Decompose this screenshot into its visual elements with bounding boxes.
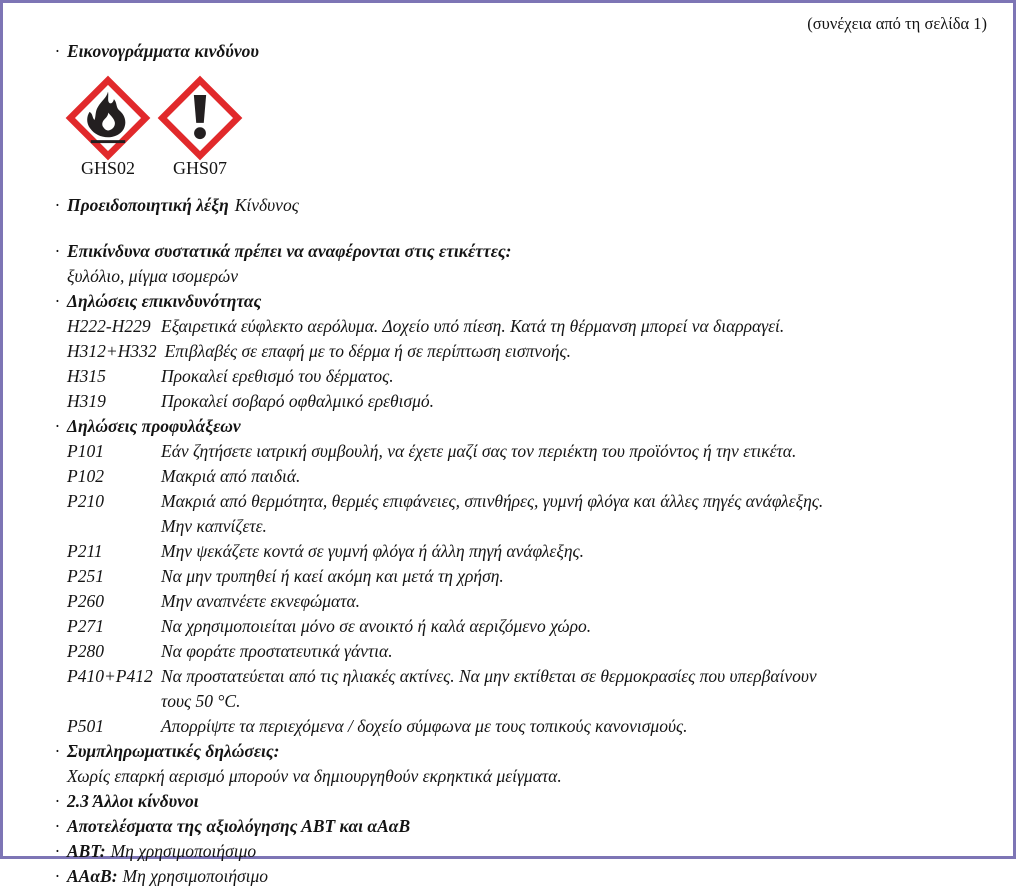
pictogram-ghs02 xyxy=(67,77,149,179)
precautionary-statement-row xyxy=(67,439,987,464)
vpvb-label: ΑΑαΒ: xyxy=(67,866,118,886)
precautionary-statements-heading: · Δηλώσεις προφυλάξεων xyxy=(67,414,987,439)
precautionary-statement-row xyxy=(67,564,987,589)
statement-code: P102 xyxy=(67,466,104,486)
statement-code: H222-H229 xyxy=(67,316,151,336)
statement-code: P501 xyxy=(67,716,104,736)
statement-code: H315 xyxy=(67,366,106,386)
pictogram-code: GHS02 xyxy=(80,158,135,178)
precautionary-statement-row xyxy=(67,489,987,539)
statement-text: Εάν ζητήσετε ιατρική συμβουλή, να έχετε μαζί σας τον περιέκτη του προϊόντος ή την ετικέτα. xyxy=(161,441,797,461)
statement-text: Να φοράτε προστατευτικά γάντια. xyxy=(161,641,393,661)
signal-word-line xyxy=(67,193,987,218)
hazard-statement-row xyxy=(67,339,987,364)
flame-icon xyxy=(67,77,149,159)
statement-code: H312+H332 xyxy=(67,341,157,361)
precautionary-statement-row xyxy=(67,589,987,614)
statement-text: Να χρησιμοποιείται μόνο σε ανοικτό ή καλά αεριζόμενο χώρο. xyxy=(161,616,592,636)
precautionary-statement-row xyxy=(67,614,987,639)
hazard-statement-row xyxy=(67,364,987,389)
statement-text: Να μην τρυπηθεί ή καεί ακόμη και μετά τη χρήση. xyxy=(161,566,504,586)
precautionary-statement-row xyxy=(67,539,987,564)
pbt-label: ΑΒΤ: xyxy=(67,841,106,861)
statement-code: P251 xyxy=(67,566,104,586)
hazard-statement-row xyxy=(67,389,987,414)
document-content xyxy=(67,13,987,889)
statement-code: P260 xyxy=(67,591,104,611)
vpvb-result-line xyxy=(67,864,987,889)
statement-code: P280 xyxy=(67,641,104,661)
pictogram-ghs07 xyxy=(159,77,241,179)
other-hazards-heading: · 2.3 Άλλοι κίνδυνοι xyxy=(67,789,987,814)
statement-text: τους 50 °C. xyxy=(161,691,241,711)
statement-code: P210 xyxy=(67,491,104,511)
precautionary-statement-row xyxy=(67,664,987,714)
hazardous-components-value: ξυλόλιο, μίγμα ισομερών xyxy=(67,266,238,286)
statement-text: Μακριά από θερμότητα, θερμές επιφάνειες, σπινθήρες, γυμνή φλόγα και άλλες πηγές ανάφλεξης. xyxy=(161,491,824,511)
supplementary-text: Χωρίς επαρκή αερισμό μπορούν να δημιουργηθούν εκρηκτικά μείγματα. xyxy=(67,766,562,786)
hazardous-components-heading: · Επικίνδυνα συστατικά πρέπει να αναφέρονται στις ετικέττες: xyxy=(67,239,987,264)
statement-text: Να προστατεύεται από τις ηλιακές ακτίνες. Να μην εκτίθεται σε θερμοκρασίες που υπερβαίνουν xyxy=(161,666,817,686)
exclamation-icon xyxy=(159,77,241,159)
statement-text: Μην αναπνέετε εκνεφώματα. xyxy=(161,591,361,611)
signal-word-value: Κίνδυνος xyxy=(234,195,299,215)
statement-code: P211 xyxy=(67,541,103,561)
pictogram-row xyxy=(67,77,987,179)
pbt-result-line xyxy=(67,839,987,864)
pbt-value: Μη χρησιμοποιήσιμο xyxy=(110,841,257,861)
statement-text: Προκαλεί ερεθισμό του δέρματος. xyxy=(161,366,394,386)
statement-text: Απορρίψτε τα περιεχόμενα / δοχείο σύμφωνα με τους τοπικούς κανονισμούς. xyxy=(161,716,688,736)
precautionary-statement-row xyxy=(67,714,987,739)
precautionary-statement-row xyxy=(67,639,987,664)
statement-code: P410+P412 xyxy=(67,666,153,686)
precautionary-statement-row xyxy=(67,464,987,489)
hazard-statement-row xyxy=(67,314,987,339)
statement-code: H319 xyxy=(67,391,106,411)
statement-code: P101 xyxy=(67,441,104,461)
signal-word-label: Προειδοποιητική λέξη xyxy=(67,195,229,215)
statement-text: Εξαιρετικά εύφλεκτο αερόλυμα. Δοχείο υπό πίεση. Κατά τη θέρμανση μπορεί να διαρραγεί. xyxy=(161,316,785,336)
continuation-note: (συνέχεια από τη σελίδα 1) xyxy=(807,14,987,33)
pbt-assessment-heading: · Αποτελέσματα της αξιολόγησης ΑΒΤ και αΑαΒ xyxy=(67,814,987,839)
statement-code: P271 xyxy=(67,616,104,636)
statement-text: Μην καπνίζετε. xyxy=(161,516,267,536)
pictograms-heading: · Εικονογράμματα κινδύνου xyxy=(67,39,987,64)
pictogram-code: GHS07 xyxy=(172,158,227,178)
vpvb-value: Μη χρησιμοποιήσιμο xyxy=(122,866,269,886)
hazard-statements-heading: · Δηλώσεις επικινδυνότητας xyxy=(67,289,987,314)
statement-text: Προκαλεί σοβαρό οφθαλμικό ερεθισμό. xyxy=(161,391,435,411)
statement-text: Μακριά από παιδιά. xyxy=(161,466,301,486)
supplementary-heading: · Συμπληρωματικές δηλώσεις: xyxy=(67,739,987,764)
statement-text: Επιβλαβές σε επαφή με το δέρμα ή σε περίπτωση εισπνοής. xyxy=(164,341,571,361)
statement-text: Μην ψεκάζετε κοντά σε γυμνή φλόγα ή άλλη πηγή ανάφλεξης. xyxy=(161,541,584,561)
